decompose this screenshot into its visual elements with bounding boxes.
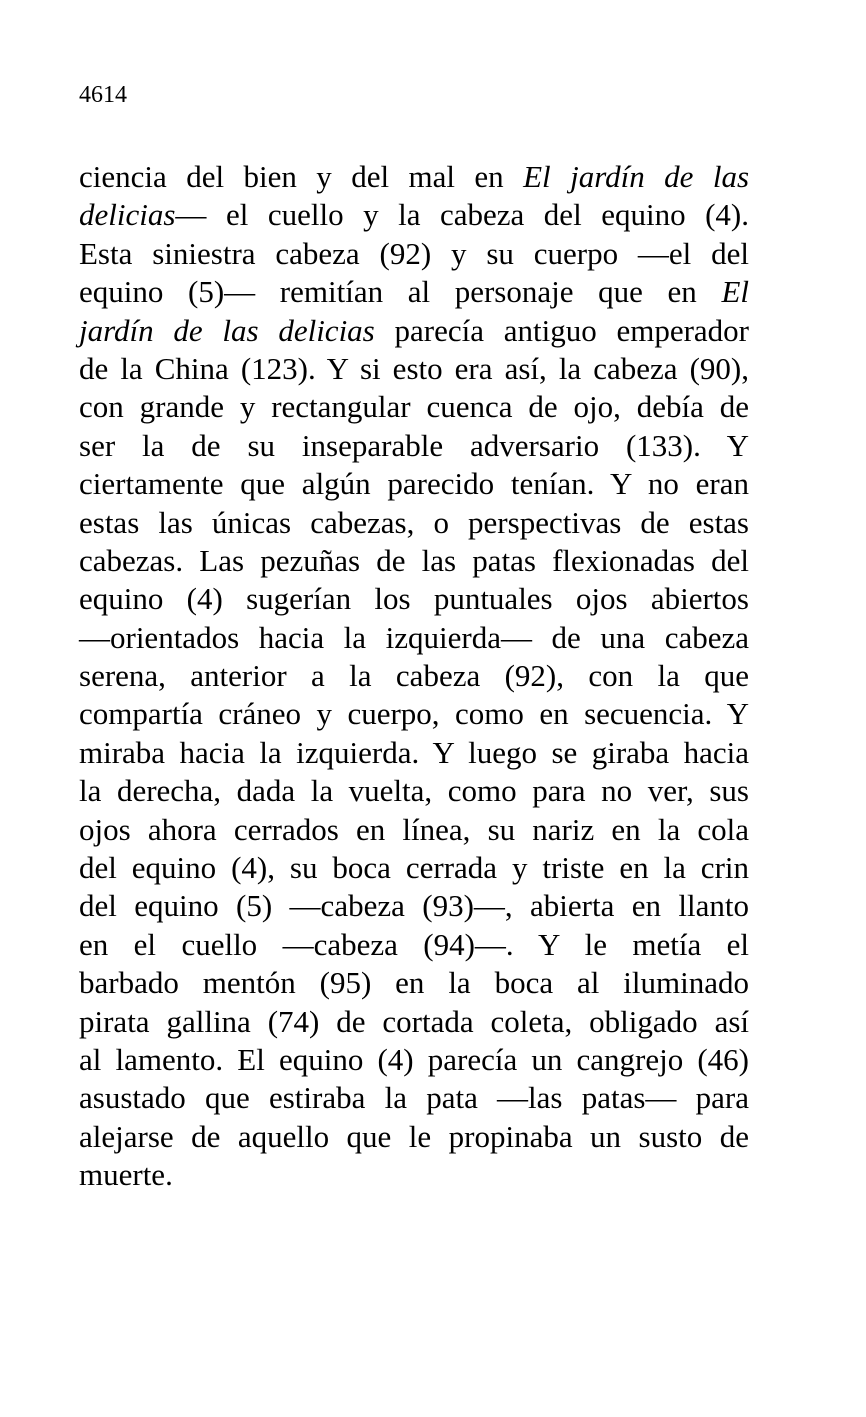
text-line	[79, 504, 749, 542]
body-paragraph	[79, 158, 749, 1195]
text-line	[79, 887, 749, 925]
text-segment: del equino (5) —cabeza (93)—, abierta en llanto	[79, 888, 749, 924]
text-line	[79, 350, 749, 388]
text-segment: alejarse de aquello que le propinaba un susto de	[79, 1118, 749, 1154]
text-segment: ojos ahora cerrados en línea, su nariz en la cola	[79, 811, 749, 847]
text-segment: equino (5)— remitían al personaje que en	[79, 274, 722, 310]
text-segment: compartía cráneo y cuerpo, como en secuencia. Y	[79, 696, 749, 732]
text-line	[79, 235, 749, 273]
text-segment: Esta siniestra cabeza (92) y su cuerpo —el del	[79, 235, 749, 271]
text-segment: pirata gallina (74) de cortada coleta, obligado así	[79, 1003, 749, 1039]
text-line	[79, 427, 749, 465]
text-segment: cabezas. Las pezuñas de las patas flexionadas del	[79, 542, 749, 578]
text-line	[79, 273, 749, 311]
text-line	[79, 695, 749, 733]
italic-title-segment: El jardín de las	[523, 159, 750, 194]
text-line	[79, 1041, 749, 1079]
text-line	[79, 1118, 749, 1156]
italic-title-segment: jardín de las delicias	[79, 312, 375, 348]
text-line	[79, 772, 749, 810]
text-line	[79, 849, 749, 887]
text-segment: ser la de su inseparable adversario (133). Y	[79, 427, 749, 463]
text-segment: del equino (4), su boca cerrada y triste en la crin	[79, 850, 749, 886]
text-line	[79, 734, 749, 772]
text-line	[79, 811, 749, 849]
text-line	[79, 388, 749, 426]
text-line	[79, 926, 749, 964]
text-segment: estas las únicas cabezas, o perspectivas de estas	[79, 504, 749, 540]
text-segment: asustado que estiraba la pata —las patas— para	[79, 1080, 749, 1116]
text-segment: equino (4) sugerían los puntuales ojos abiertos	[79, 581, 749, 617]
text-segment: —orientados hacia la izquierda— de una cabeza	[79, 619, 749, 655]
text-segment: de la China (123). Y si esto era así, la cabeza (90),	[79, 350, 749, 386]
text-segment: parecía antiguo emperador	[374, 312, 749, 348]
text-segment: al lamento. El equino (4) parecía un cangrejo (46)	[79, 1041, 749, 1077]
text-line	[79, 1156, 749, 1194]
text-segment: — el cuello y la cabeza del equino (4).	[175, 197, 749, 233]
italic-title-segment: El	[721, 274, 749, 310]
text-line	[79, 619, 749, 657]
text-segment: muerte.	[79, 1157, 173, 1193]
text-segment: miraba hacia la izquierda. Y luego se giraba hacia	[79, 734, 749, 770]
text-line	[79, 1079, 749, 1117]
text-segment: ciertamente que algún parecido tenían. Y no eran	[79, 466, 749, 502]
text-line	[79, 312, 749, 350]
text-line	[79, 580, 749, 618]
text-line	[79, 964, 749, 1002]
text-line	[79, 542, 749, 580]
text-segment: serena, anterior a la cabeza (92), con la que	[79, 658, 749, 694]
page-number: 4614	[79, 82, 127, 108]
text-line	[79, 1003, 749, 1041]
italic-title-segment: delicias	[79, 197, 176, 233]
text-line	[79, 657, 749, 695]
text-segment: con grande y rectangular cuenca de ojo, debía de	[79, 389, 749, 425]
text-line	[79, 196, 749, 234]
text-segment: barbado mentón (95) en la boca al iluminado	[79, 965, 749, 1001]
text-line	[79, 465, 749, 503]
text-segment: ciencia del bien y del mal en	[79, 159, 524, 194]
text-segment: en el cuello —cabeza (94)—. Y le metía el	[79, 926, 749, 962]
text-segment: la derecha, dada la vuelta, como para no ver, sus	[79, 773, 749, 809]
text-line	[79, 158, 749, 196]
